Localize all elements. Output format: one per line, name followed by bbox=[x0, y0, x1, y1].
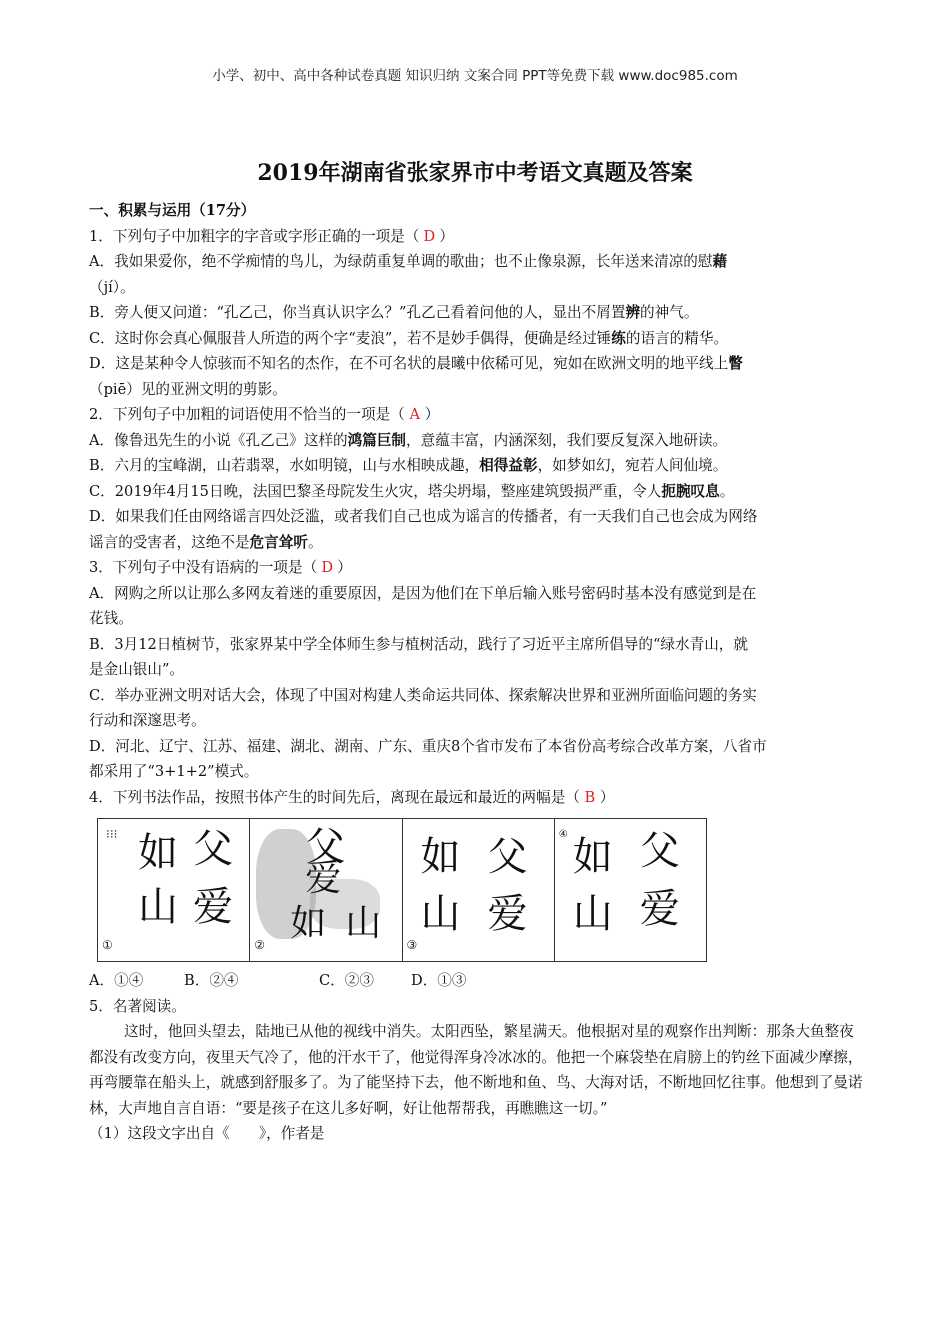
q1-answer: D bbox=[423, 227, 436, 245]
q5-passage: 这时，他回头望去，陆地已从他的视线中消失。太阳西坠，繁星满天。他根据对星的观察作出判断：那条大鱼整夜都没有改变方向，夜里天气冷了，他的汗水干了，他觉得浑身冷冰冰的。他把一个麻袋垫在肩膀上的钓丝下面减少摩擦，再弯腰靠在船头上，就感到舒服多了。为了能坚持下去，他不断地和鱼、鸟、大海对话，不断地回忆往事。他想到了曼诺林，大声地自言自语：“要是孩子在这儿多好啊，好让他帮帮我，再瞧瞧这一切。” bbox=[89, 1023, 863, 1117]
q3-option-a: A．网购之所以让那么多网友着迷的重要原因，是因为他们在下单后输入账号密码时基本没有感觉到是在 bbox=[89, 584, 757, 602]
section-heading: 一、积累与运用（17分） bbox=[89, 202, 256, 219]
q3-option-c: C．举办亚洲文明对话大会，体现了中国对构建人类命运共同体、探索解决世界和亚洲所面临问题的务实 bbox=[89, 686, 757, 704]
q2-option-d: D．如果我们任由网络谣言四处泛滥，或者我们自己也成为谣言的传播者，有一天我们自己也会成为网络 bbox=[89, 508, 758, 525]
q1-option-b: B．旁人便又问道：“孔乙己，你当真认识字么？”孔乙己看着问他的人，显出不屑置辨的神气。 bbox=[89, 304, 699, 321]
panel-number: ① bbox=[102, 937, 113, 952]
q4-option-a: A．①④ bbox=[89, 972, 144, 989]
exam-content bbox=[89, 198, 863, 1147]
q2-option-d-cont: 谣言的受害者，这绝不是危言耸听。 bbox=[89, 533, 323, 551]
q4-option-c: C．②③ bbox=[319, 972, 374, 989]
inscription-column: ⁝⁝⁝ bbox=[106, 827, 118, 841]
q4-stem: 4．下列书法作品，按照书体产生的时间先后，离现在最远和最近的两幅是（ B ） bbox=[89, 785, 863, 811]
q1-option-a-cont: （jí）。 bbox=[89, 278, 135, 296]
q1-stem: 1．下列句子中加粗字的字音或字形正确的一项是（ D ） bbox=[89, 224, 863, 250]
q1-option-d-cont: （piē）见的亚洲文明的剪影。 bbox=[89, 380, 287, 398]
panel-number: ④ bbox=[558, 829, 568, 840]
q2-option-a: A．像鲁迅先生的小说《孔乙己》这样的鸿篇巨制，意蕴丰富，内涵深刻，我们要反复深入地研读。 bbox=[89, 431, 728, 449]
q4-options bbox=[89, 968, 863, 994]
char-4: 山 bbox=[345, 903, 382, 944]
calligraphy-figure bbox=[97, 818, 707, 962]
q1-option-a: A．我如果爱你，绝不学痴情的鸟儿，为绿荫重复单调的歌曲；也不止像泉源，长年送来清凉的慰藉 bbox=[89, 253, 728, 270]
char-2: 爱 bbox=[305, 858, 342, 899]
q2-stem: 2．下列句子中加粗的词语使用不恰当的一项是（ A ） bbox=[89, 402, 863, 428]
q4-option-d: D．①③ bbox=[411, 972, 467, 989]
char-4: 爱 bbox=[487, 891, 528, 936]
panel-number: ② bbox=[254, 937, 266, 952]
char-2: 父 bbox=[193, 826, 233, 872]
q5-subquestion-1: （1）这段文字出自《 》，作者是 bbox=[89, 1125, 325, 1142]
q3-option-b-cont: 是金山银山”。 bbox=[89, 661, 185, 678]
char-1: 如 bbox=[138, 830, 178, 876]
char-3: 山 bbox=[420, 891, 461, 936]
char-4: 爱 bbox=[193, 884, 233, 930]
calligraphy-panel-4 bbox=[555, 819, 706, 961]
q2-option-c: C．2019年4月15日晚，法国巴黎圣母院发生火灾，塔尖坍塌，整座建筑毁损严重，令人扼腕叹息。 bbox=[89, 482, 735, 500]
q3-stem: 3．下列句子中没有语病的一项是（ D ） bbox=[89, 555, 863, 581]
q4-answer: B bbox=[584, 788, 596, 806]
char-2: 父 bbox=[639, 828, 680, 874]
char-1: 如 bbox=[572, 834, 613, 880]
page-title: 2019年湖南省张家界市中考语文真题及答案 bbox=[257, 160, 693, 186]
char-2: 父 bbox=[487, 834, 528, 879]
calligraphy-panel-1 bbox=[98, 819, 250, 961]
calligraphy-panel-3 bbox=[403, 819, 555, 961]
char-3: 山 bbox=[572, 891, 613, 937]
q4-option-b: B．②④ bbox=[184, 972, 239, 989]
q3-option-d: D．河北、辽宁、江苏、福建、湖北、湖南、广东、重庆8个省市发布了本省份高考综合改革方案，八省市 bbox=[89, 737, 767, 755]
q3-option-c-cont: 行动和深邃思考。 bbox=[89, 712, 206, 729]
q2-option-b: B．六月的宝峰湖，山若翡翠，水如明镜，山与水相映成趣，相得益彰，如梦如幻，宛若人间仙境。 bbox=[89, 457, 728, 474]
char-3: 如 bbox=[290, 903, 327, 944]
char-4: 爱 bbox=[639, 886, 680, 932]
panel-number: ③ bbox=[406, 937, 418, 952]
char-1: 如 bbox=[420, 834, 461, 879]
q1-option-c: C．这时你会真心佩服昔人所造的两个字“麦浪”，若不是妙手偶得，便确是经过锤练的语言的精华。 bbox=[89, 329, 729, 347]
q1-option-d: D．这是某种令人惊骇而不知名的杰作，在不可名状的晨曦中依稀可见，宛如在欧洲文明的地平线上瞥 bbox=[89, 355, 743, 372]
site-header: 小学、初中、高中各种试卷真题 知识归纳 文案合同 PPT等免费下载 www.doc985.com bbox=[212, 68, 738, 84]
q3-answer: D bbox=[321, 559, 334, 576]
q5-stem: 5．名著阅读。 bbox=[89, 997, 186, 1015]
q3-option-d-cont: 都采用了“3+1+2”模式。 bbox=[89, 763, 259, 780]
char-3: 山 bbox=[138, 884, 178, 930]
calligraphy-panel-2 bbox=[250, 819, 402, 961]
q3-option-a-cont: 花钱。 bbox=[89, 610, 133, 627]
q3-option-b: B．3月12日植树节，张家界某中学全体师生参与植树活动，践行了习近平主席所倡导的“绿水青山，就 bbox=[89, 635, 748, 653]
char-1: 父 bbox=[305, 824, 346, 870]
q2-answer: A bbox=[409, 406, 421, 423]
